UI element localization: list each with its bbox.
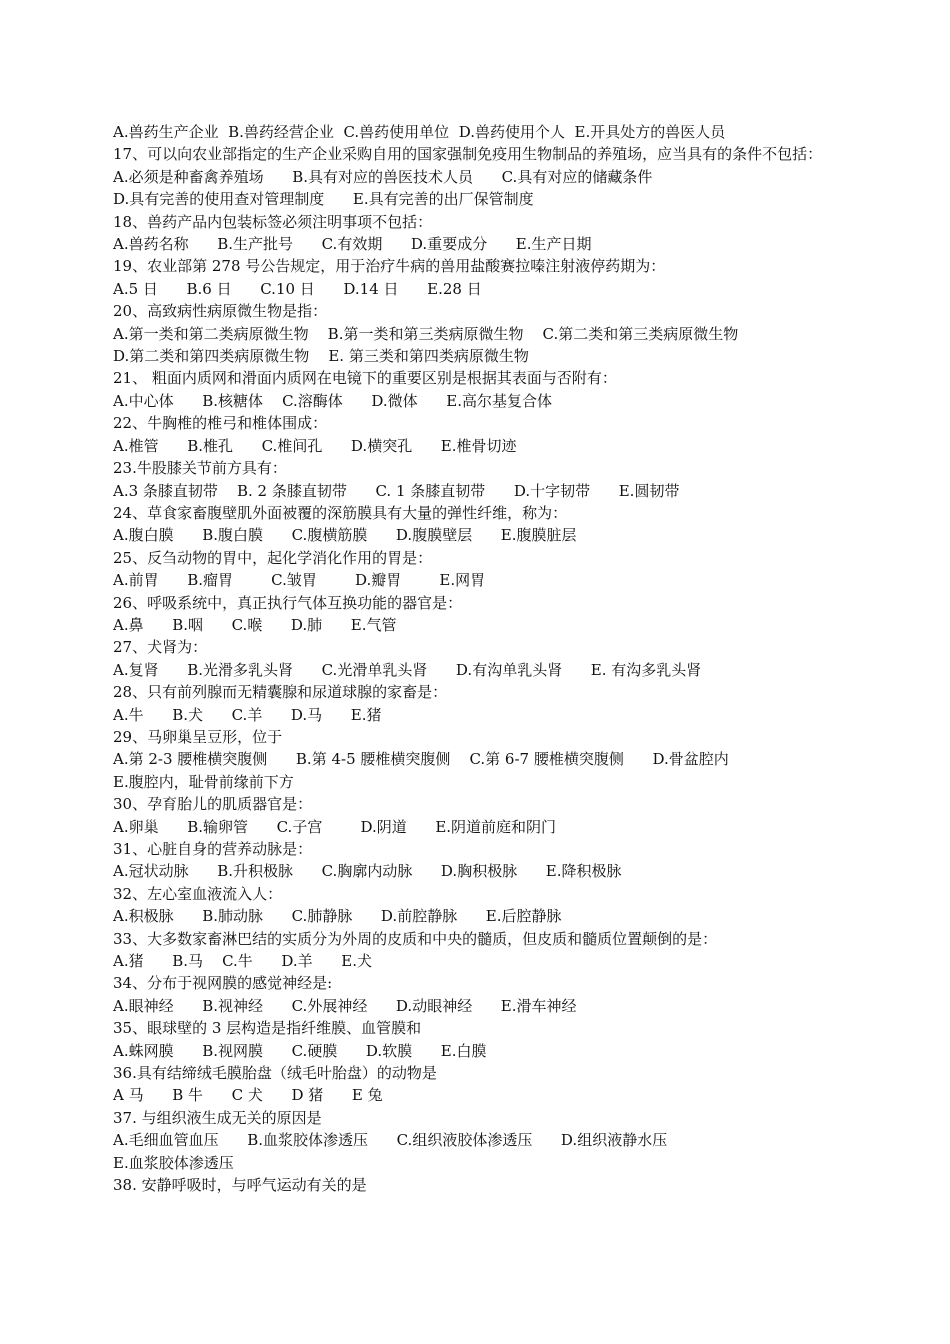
question-23: 23.牛股膝关节前方具有： bbox=[113, 459, 287, 478]
question-28: 28、只有前列腺而无精囊腺和尿道球腺的家畜是： bbox=[113, 683, 448, 702]
document-page bbox=[113, 121, 843, 1197]
answer-options-27: A.复肾 B.光滑多乳头肾 C.光滑单乳头肾 D.有沟单乳头肾 E. 有沟多乳头肾 bbox=[113, 660, 702, 679]
answer-options-37a: A.毛细血管血压 B.血浆胶体渗透压 C.组织液胶体渗透压 D.组织液静水压 bbox=[113, 1131, 668, 1150]
answer-options-21: A.中心体 B.核糖体 C.溶酶体 D.微体 E.高尔基复合体 bbox=[113, 391, 552, 410]
question-35: 35、眼球壁的 3 层构造是指纤维膜、血管膜和 bbox=[113, 1019, 422, 1038]
question-38: 38. 安静呼吸时，与呼气运动有关的是 bbox=[113, 1176, 367, 1195]
question-27: 27、犬肾为： bbox=[113, 638, 208, 657]
answer-options-20a: A.第一类和第二类病原微生物 B.第一类和第三类病原微生物 C.第二类和第三类病原微生物 bbox=[113, 324, 739, 343]
answer-options-23: A.3 条膝直韧带 B. 2 条膝直韧带 C. 1 条膝直韧带 D.十字韧带 E.圆韧带 bbox=[113, 481, 680, 500]
answer-options-34: A.眼神经 B.视神经 C.外展神经 D.动眼神经 E.滑车神经 bbox=[113, 996, 577, 1015]
answer-options-25: A.前胃 B.瘤胃 C.皱胃 D.瓣胃 E.网胃 bbox=[113, 571, 486, 590]
question-17: 17、可以向农业部指定的生产企业采购自用的国家强制免疫用生物制品的养殖场，应当具有的条件不包括： bbox=[113, 145, 823, 164]
question-29: 29、马卵巢呈豆形，位于 bbox=[113, 727, 283, 746]
answer-options-16: A.兽药生产企业 B.兽药经营企业 C.兽药使用单位 D.兽药使用个人 E.开具处方的兽医人员 bbox=[113, 123, 726, 141]
answer-options-33: A.猪 B.马 C.牛 D.羊 E.犬 bbox=[113, 952, 372, 971]
answer-options-35: A.蛛网膜 B.视网膜 C.硬膜 D.软膜 E.白膜 bbox=[113, 1041, 487, 1060]
question-25: 25、反刍动物的胃中，起化学消化作用的胃是： bbox=[113, 548, 433, 567]
question-31: 31、心脏自身的营养动脉是： bbox=[113, 840, 313, 858]
question-19: 19、农业部第 278 号公告规定，用于治疗牛病的兽用盐酸赛拉嗪注射液停药期为： bbox=[113, 257, 666, 276]
question-20: 20、高致病性病原微生物是指： bbox=[113, 302, 328, 321]
answer-options-28: A.牛 B.犬 C.羊 D.马 E.猪 bbox=[113, 705, 382, 724]
question-30: 30、孕育胎儿的肌质器官是： bbox=[113, 795, 313, 814]
answer-options-17b: D.具有完善的使用查对管理制度 E.具有完善的出厂保管制度 bbox=[113, 190, 534, 209]
answer-options-19: A.5 日 B.6 日 C.10 日 D.14 日 E.28 日 bbox=[113, 279, 482, 298]
answer-options-36: A 马 B 牛 C 犬 D 猪 E 兔 bbox=[113, 1086, 383, 1105]
answer-options-29b: E.腹腔内，耻骨前缘前下方 bbox=[113, 772, 294, 791]
question-34: 34、分布于视网膜的感觉神经是: bbox=[113, 974, 333, 993]
question-37: 37. 与组织液生成无关的原因是 bbox=[113, 1108, 322, 1127]
answer-options-22: A.椎管 B.椎孔 C.椎间孔 D.横突孔 E.椎骨切迹 bbox=[113, 436, 517, 455]
question-21: 21、 粗面内质网和滑面内质网在电镜下的重要区别是根据其表面与否附有： bbox=[113, 369, 617, 388]
question-32: 32、左心室血液流入人： bbox=[113, 884, 283, 903]
answer-options-17a: A.必须是种畜禽养殖场 B.具有对应的兽医技术人员 C.具有对应的储藏条件 bbox=[113, 167, 653, 186]
question-33: 33、大多数家畜淋巴结的实质分为外周的皮质和中央的髓质，但皮质和髓质位置颠倒的是： bbox=[113, 929, 718, 948]
answer-options-31: A.冠状动脉 B.升积极脉 C.胸廓内动脉 D.胸积极脉 E.降积极脉 bbox=[113, 862, 622, 881]
question-36: 36.具有结缔绒毛膜胎盘（绒毛叶胎盘）的动物是 bbox=[113, 1064, 437, 1083]
question-24: 24、草食家畜腹壁肌外面被覆的深筋膜具有大量的弹性纤维，称为： bbox=[113, 503, 568, 522]
answer-options-18: A.兽药名称 B.生产批号 C.有效期 D.重要成分 E.生产日期 bbox=[113, 235, 592, 254]
question-26: 26、呼吸系统中，真正执行气体互换功能的器官是： bbox=[113, 593, 463, 612]
answer-options-32: A.积极脉 B.肺动脉 C.肺静脉 D.前腔静脉 E.后腔静脉 bbox=[113, 907, 562, 926]
answer-options-26: A.鼻 B.咽 C.喉 D.肺 E.气管 bbox=[113, 615, 397, 634]
answer-options-37b: E.血浆胶体渗透压 bbox=[113, 1153, 234, 1172]
question-18: 18、兽药产品内包装标签必须注明事项不包括： bbox=[113, 212, 433, 231]
question-22: 22、牛胸椎的椎弓和椎体围成： bbox=[113, 414, 328, 433]
answer-options-30: A.卵巢 B.输卵管 C.子宫 D.阴道 E.阴道前庭和阴门 bbox=[113, 817, 557, 836]
answer-options-24: A.腹白膜 B.腹白膜 C.腹横筋膜 D.腹膜壁层 E.腹膜脏层 bbox=[113, 526, 577, 545]
answer-options-20b: D.第二类和第四类病原微生物 E. 第三类和第四类病原微生物 bbox=[113, 347, 529, 366]
answer-options-29a: A.第 2-3 腰椎横突腹侧 B.第 4-5 腰椎横突腹侧 C.第 6-7 腰椎横突腹侧 D.骨盆腔内 bbox=[113, 750, 729, 769]
